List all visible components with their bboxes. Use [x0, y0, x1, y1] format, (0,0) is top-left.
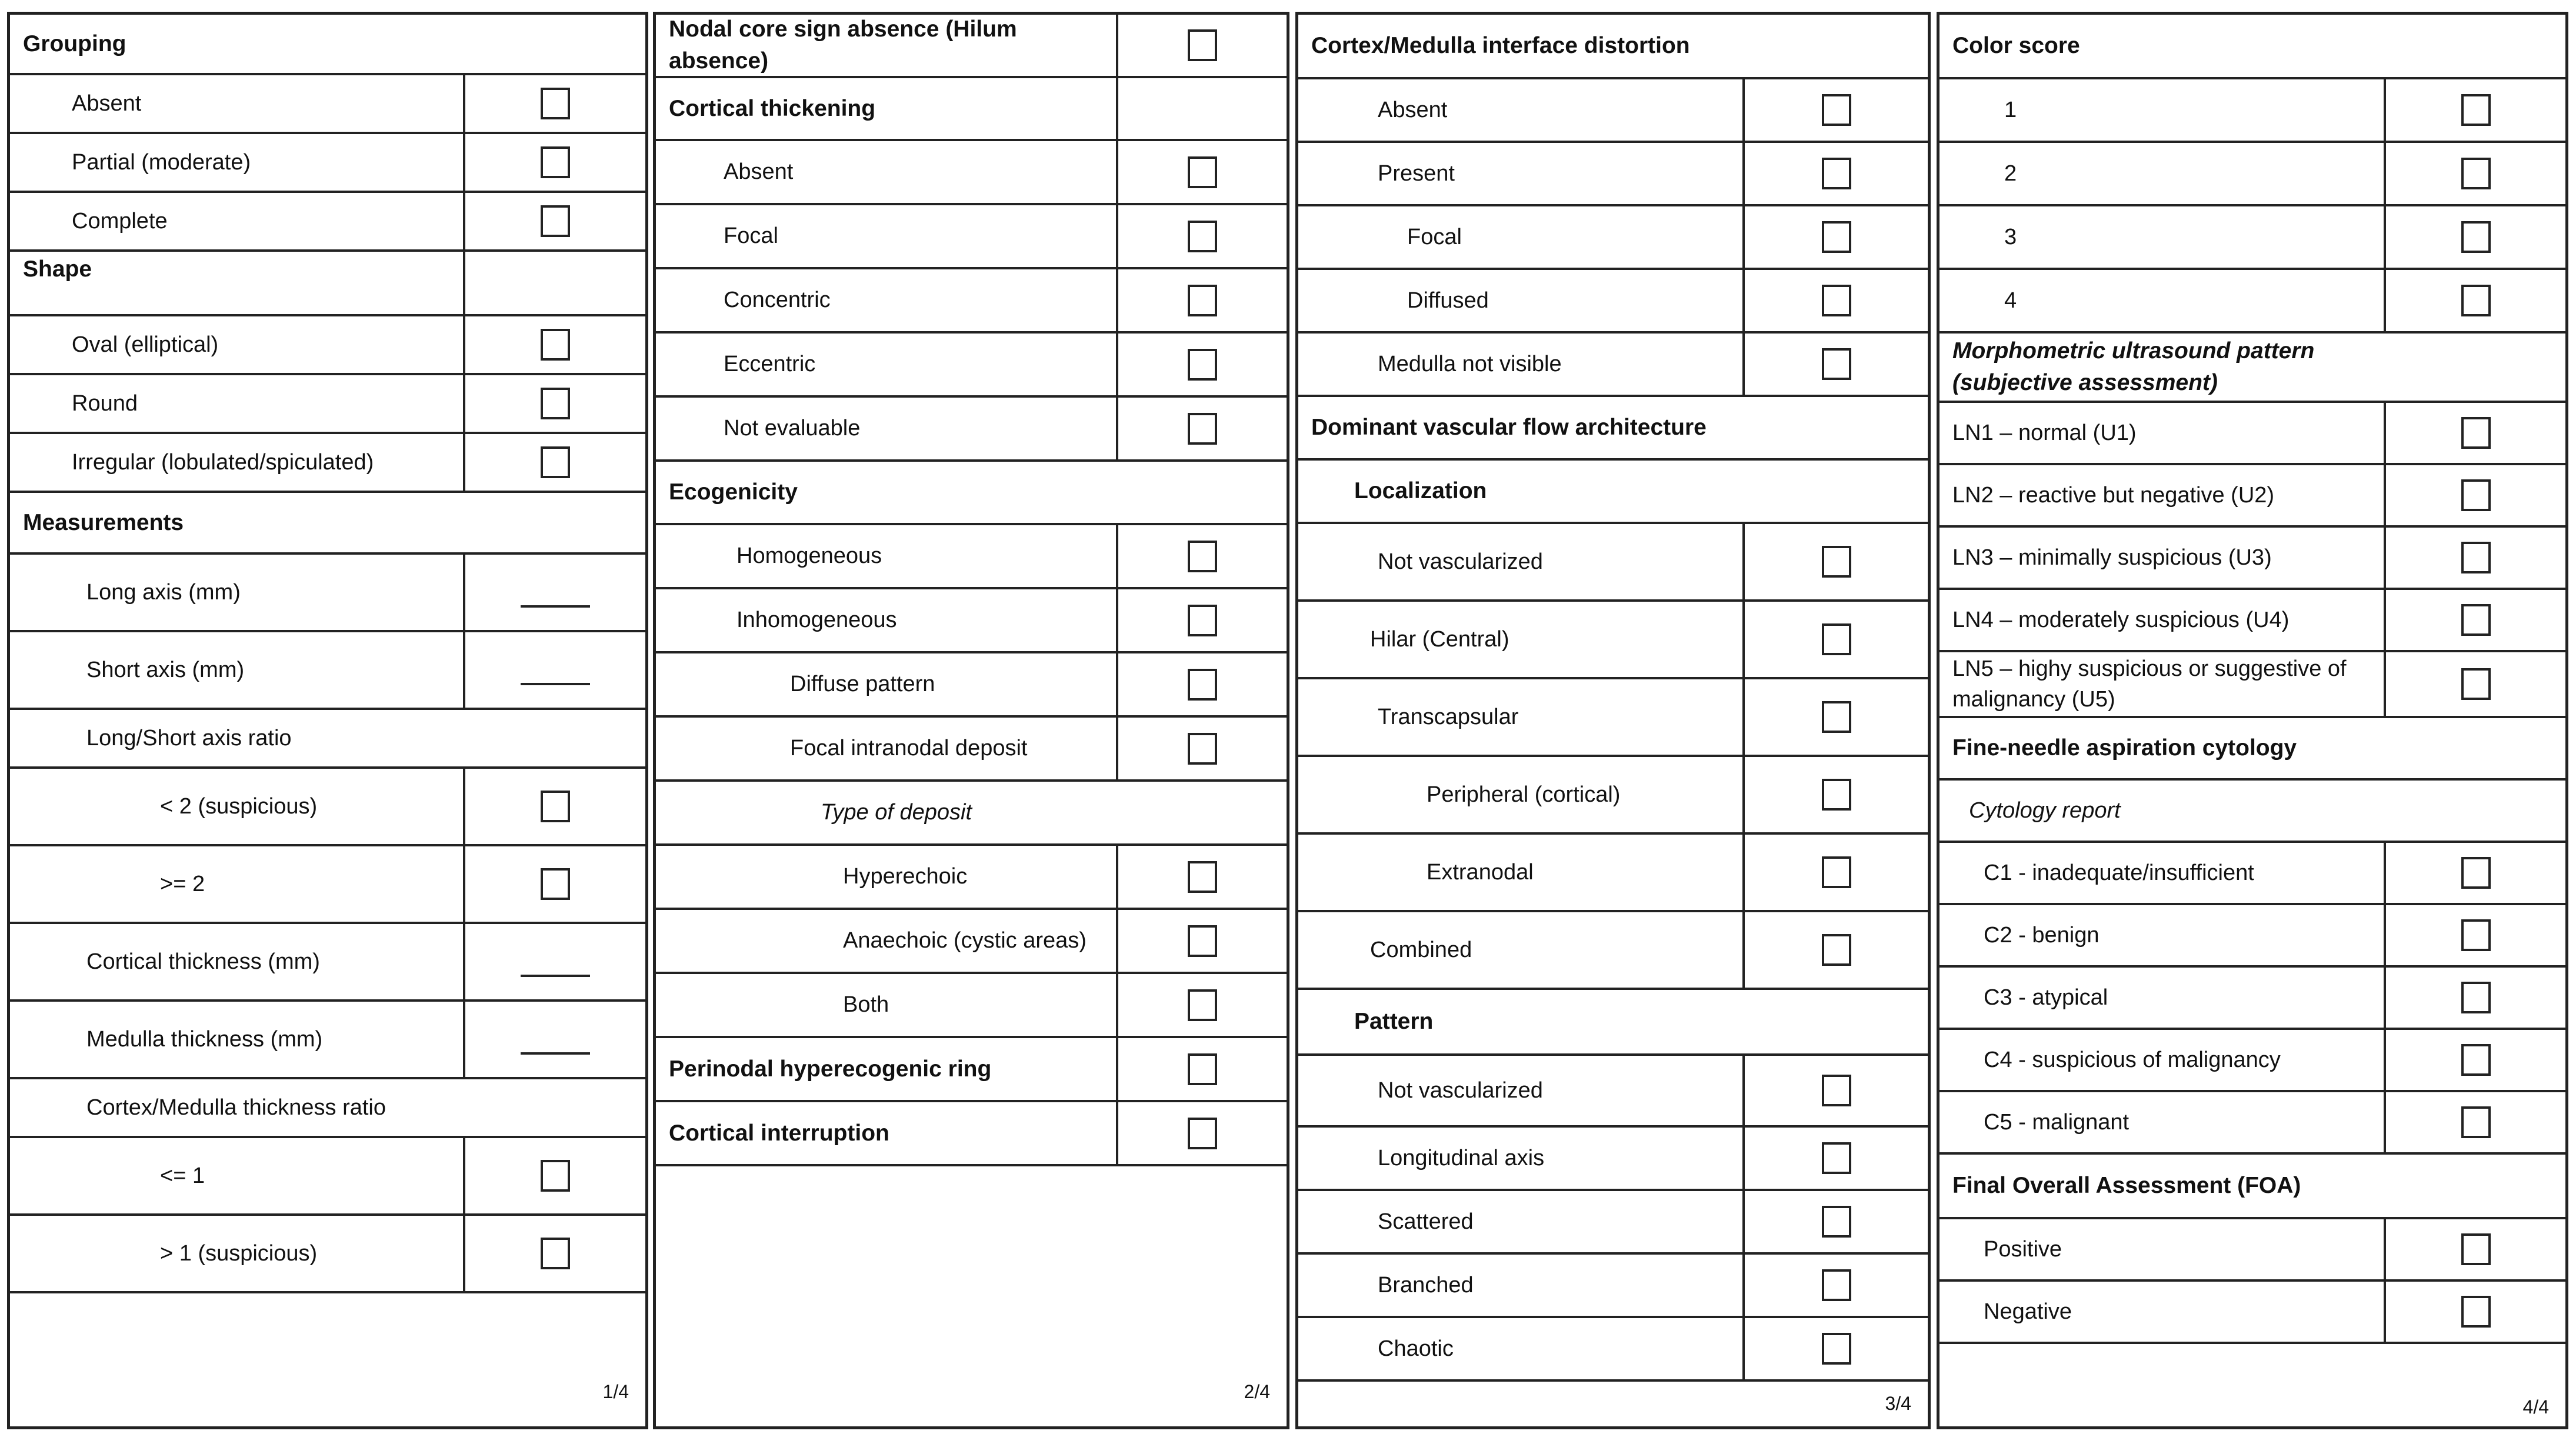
localization-header-row [1298, 461, 1928, 524]
cmd-present-row [1298, 143, 1928, 206]
eco-inhomogeneous-label: Inhomogeneous [737, 608, 897, 632]
eco-focal-deposit-label: Focal intranodal deposit [790, 736, 1028, 761]
perinodal-checkbox[interactable] [1188, 1053, 1217, 1085]
ln5-checkbox[interactable] [2461, 668, 2491, 700]
c5-label: C5 - malignant [1984, 1109, 2130, 1135]
measurements-heading: Measurements [23, 509, 184, 535]
ratio-ge2-row [10, 846, 645, 924]
loc-not-vascularized-row [1298, 524, 1928, 602]
ln4-row [1940, 590, 2565, 652]
c1-label: C1 - inadequate/insufficient [1984, 860, 2254, 885]
ecogenicity-heading: Ecogenicity [669, 479, 798, 505]
loc-not-vascularized-label: Not vascularized [1378, 549, 1543, 574]
ct-absent-checkbox[interactable] [1188, 156, 1217, 188]
cortical-thickening-heading: Cortical thickening [669, 95, 876, 121]
foa-negative-checkbox[interactable] [2461, 1296, 2491, 1328]
cm-ratio-label: Cortex/Medulla thickness ratio [86, 1095, 386, 1120]
nodal-core-checkbox[interactable] [1188, 29, 1217, 61]
eco-hyperechoic-checkbox[interactable] [1188, 861, 1217, 893]
loc-hilar-row [1298, 602, 1928, 679]
cmd-present-label: Present [1378, 161, 1455, 186]
shape-irregular-row [10, 434, 645, 493]
ln1-checkbox[interactable] [2461, 417, 2491, 449]
ct-absent-label: Absent [724, 159, 794, 184]
page-number: 1/4 [602, 1381, 629, 1402]
cmd-absent-row [1298, 79, 1928, 143]
loc-peripheral-row [1298, 757, 1928, 835]
ct-focal-row [656, 205, 1287, 269]
cmd-focal-label: Focal [1407, 224, 1462, 249]
cm-ratio-row [10, 1079, 645, 1138]
grouping-complete-row [10, 193, 645, 252]
fnac-header-row [1940, 718, 2565, 781]
c2-label: C2 - benign [1984, 922, 2100, 948]
eco-both-label: Both [843, 992, 889, 1017]
c4-checkbox[interactable] [2461, 1044, 2491, 1076]
eco-both-row [656, 974, 1287, 1038]
grouping-complete-checkbox[interactable] [541, 205, 570, 237]
page-number: 2/4 [1244, 1381, 1270, 1402]
pat-longitudinal-label: Longitudinal axis [1378, 1145, 1545, 1170]
ratio-lt2-checkbox[interactable] [541, 791, 570, 822]
cs-2-row [1940, 143, 2565, 206]
grouping-complete-label: Complete [72, 208, 168, 234]
loc-extranodal-checkbox[interactable] [1822, 856, 1851, 888]
eco-homogeneous-checkbox[interactable] [1188, 541, 1217, 572]
form-page-2 [653, 12, 1289, 1429]
cs-4-row [1940, 270, 2565, 334]
cm-le1-checkbox[interactable] [541, 1160, 570, 1192]
grouping-heading: Grouping [23, 31, 126, 56]
c4-row [1940, 1030, 2565, 1092]
loc-extranodal-row [1298, 835, 1928, 912]
c3-label: C3 - atypical [1984, 985, 2108, 1010]
ct-eccentric-checkbox[interactable] [1188, 349, 1217, 381]
form-page-4 [1937, 12, 2568, 1429]
loc-combined-row [1298, 912, 1928, 990]
cs-3-checkbox[interactable] [2461, 221, 2491, 253]
form-page-3 [1295, 12, 1931, 1429]
pat-scattered-checkbox[interactable] [1822, 1206, 1851, 1238]
loc-peripheral-label: Peripheral (cortical) [1427, 782, 1621, 807]
cs-4-label: 4 [2004, 288, 2017, 313]
page-number: 3/4 [1885, 1393, 1911, 1414]
cmd-focal-checkbox[interactable] [1822, 221, 1851, 253]
cm-gt1-checkbox[interactable] [541, 1238, 570, 1269]
ct-focal-checkbox[interactable] [1188, 221, 1217, 252]
c1-row [1940, 843, 2565, 905]
ct-not-evaluable-checkbox[interactable] [1188, 413, 1217, 445]
page-number: 4/4 [2522, 1396, 2549, 1418]
cortical-thickness-label: Cortical thickness (mm) [86, 949, 320, 974]
shape-header-row [10, 252, 645, 316]
cytology-report-label: Cytology report [1969, 798, 2121, 823]
cmd-diffused-row [1298, 270, 1928, 334]
loc-transcapsular-checkbox[interactable] [1822, 701, 1851, 733]
shape-oval-row [10, 316, 645, 375]
pat-longitudinal-row [1298, 1128, 1928, 1191]
pat-chaotic-checkbox[interactable] [1822, 1333, 1851, 1365]
type-of-deposit-label: Type of deposit [821, 800, 972, 825]
short-axis-input[interactable] [521, 683, 590, 685]
ln3-row [1940, 528, 2565, 590]
cmd-absent-label: Absent [1378, 97, 1448, 122]
axis-ratio-label: Long/Short axis ratio [86, 725, 292, 751]
pat-not-vascularized-row [1298, 1056, 1928, 1128]
eco-anaechoic-label: Anaechoic (cystic areas) [843, 928, 1087, 953]
ln1-row [1940, 403, 2565, 465]
eco-both-checkbox[interactable] [1188, 989, 1217, 1021]
loc-combined-checkbox[interactable] [1822, 934, 1851, 966]
nodal-core-row [656, 15, 1287, 78]
cm-gt1-label: > 1 (suspicious) [160, 1240, 318, 1266]
cs-4-checkbox[interactable] [2461, 285, 2491, 316]
form-page-1 [7, 12, 648, 1429]
loc-extranodal-label: Extranodal [1427, 859, 1534, 885]
shape-heading: Shape [23, 256, 92, 282]
grouping-partial-label: Partial (moderate) [72, 149, 251, 175]
cmd-present-checkbox[interactable] [1822, 158, 1851, 189]
axis-ratio-row [10, 710, 645, 769]
cmd-medulla-row [1298, 334, 1928, 397]
cmd-diffused-checkbox[interactable] [1822, 285, 1851, 316]
shape-oval-checkbox[interactable] [541, 329, 570, 361]
cortical-thickness-row [10, 924, 645, 1002]
cortical-interruption-label: Cortical interruption [669, 1120, 889, 1146]
c4-label: C4 - suspicious of malignancy [1984, 1047, 2281, 1072]
ct-concentric-checkbox[interactable] [1188, 285, 1217, 316]
cm-distortion-heading: Cortex/Medulla interface distortion [1311, 33, 1690, 58]
shape-oval-label: Oval (elliptical) [72, 332, 219, 357]
ct-not-evaluable-row [656, 398, 1287, 462]
shape-round-checkbox[interactable] [541, 388, 570, 419]
grouping-absent-label: Absent [72, 91, 142, 116]
ln2-checkbox[interactable] [2461, 479, 2491, 511]
long-axis-input[interactable] [521, 605, 590, 608]
cm-distortion-header-row [1298, 15, 1928, 79]
pat-chaotic-label: Chaotic [1378, 1336, 1454, 1361]
cmd-medulla-label: Medulla not visible [1378, 351, 1562, 376]
ct-eccentric-label: Eccentric [724, 352, 816, 376]
pattern-header-row [1298, 990, 1928, 1056]
loc-transcapsular-row [1298, 679, 1928, 757]
loc-peripheral-checkbox[interactable] [1822, 779, 1851, 811]
foa-negative-row [1940, 1282, 2565, 1344]
foa-positive-checkbox[interactable] [2461, 1233, 2491, 1265]
pat-branched-row [1298, 1255, 1928, 1318]
ln3-label: LN3 – minimally suspicious (U3) [1952, 545, 2272, 570]
eco-homogeneous-label: Homogeneous [737, 543, 882, 568]
eco-focal-deposit-checkbox[interactable] [1188, 733, 1217, 765]
eco-anaechoic-checkbox[interactable] [1188, 925, 1217, 957]
localization-heading: Localization [1354, 478, 1487, 503]
cortical-interruption-checkbox[interactable] [1188, 1118, 1217, 1149]
grouping-partial-row [10, 134, 645, 193]
color-score-heading: Color score [1952, 33, 2080, 58]
c3-checkbox[interactable] [2461, 982, 2491, 1013]
shape-round-label: Round [72, 391, 138, 416]
perinodal-row [656, 1038, 1287, 1102]
foa-positive-label: Positive [1984, 1236, 2062, 1262]
medulla-thickness-label: Medulla thickness (mm) [86, 1026, 323, 1052]
c2-row [1940, 905, 2565, 968]
eco-anaechoic-row [656, 910, 1287, 974]
cm-gt1-row [10, 1216, 645, 1293]
perinodal-label: Perinodal hyperecogenic ring [669, 1056, 992, 1082]
long-axis-label: Long axis (mm) [86, 579, 241, 605]
pat-chaotic-row [1298, 1318, 1928, 1382]
c3-row [1940, 968, 2565, 1030]
long-axis-row [10, 555, 645, 632]
eco-hyperechoic-label: Hyperechoic [843, 864, 968, 889]
type-of-deposit-row [656, 782, 1287, 846]
pat-not-vascularized-checkbox[interactable] [1822, 1075, 1851, 1106]
ln4-label: LN4 – moderately suspicious (U4) [1952, 607, 2290, 632]
c1-checkbox[interactable] [2461, 857, 2491, 889]
ecogenicity-header-row [656, 462, 1287, 525]
foa-negative-label: Negative [1984, 1299, 2072, 1324]
cs-2-checkbox[interactable] [2461, 158, 2491, 189]
ln4-checkbox[interactable] [2461, 604, 2491, 636]
cmd-absent-checkbox[interactable] [1822, 94, 1851, 126]
short-axis-label: Short axis (mm) [86, 657, 245, 682]
grouping-header-row [10, 15, 645, 75]
cs-3-label: 3 [2004, 224, 2017, 249]
cytology-report-row [1940, 781, 2565, 843]
shape-round-row [10, 375, 645, 434]
ln1-label: LN1 – normal (U1) [1952, 420, 2137, 445]
grouping-absent-checkbox[interactable] [541, 88, 570, 119]
cs-2-label: 2 [2004, 161, 2017, 186]
ln3-checkbox[interactable] [2461, 542, 2491, 573]
shape-irregular-checkbox[interactable] [541, 446, 570, 478]
eco-inhomogeneous-row [656, 589, 1287, 653]
loc-transcapsular-label: Transcapsular [1378, 704, 1519, 729]
loc-hilar-checkbox[interactable] [1822, 623, 1851, 655]
loc-hilar-label: Hilar (Central) [1370, 626, 1509, 652]
ct-focal-label: Focal [724, 224, 778, 248]
pat-scattered-row [1298, 1191, 1928, 1255]
cortical-interruption-row [656, 1102, 1287, 1166]
eco-diffuse-checkbox[interactable] [1188, 669, 1217, 701]
pattern-heading: Pattern [1354, 1009, 1434, 1034]
ratio-lt2-label: < 2 (suspicious) [160, 793, 318, 819]
cortical-thickening-header-row [656, 78, 1287, 141]
c2-checkbox[interactable] [2461, 919, 2491, 951]
measurements-header-row [10, 493, 645, 555]
grouping-absent-row [10, 75, 645, 134]
fnac-heading: Fine-needle aspiration cytology [1952, 735, 2297, 761]
ct-not-evaluable-label: Not evaluable [724, 416, 861, 441]
pat-not-vascularized-label: Not vascularized [1378, 1078, 1543, 1103]
cm-le1-row [10, 1138, 645, 1216]
cs-1-row [1940, 79, 2565, 143]
ct-eccentric-row [656, 334, 1287, 398]
eco-diffuse-row [656, 653, 1287, 718]
shape-irregular-label: Irregular (lobulated/spiculated) [72, 449, 374, 475]
cm-le1-label: <= 1 [160, 1163, 205, 1188]
ct-concentric-row [656, 269, 1287, 334]
pat-branched-label: Branched [1378, 1272, 1474, 1298]
ratio-lt2-row [10, 769, 645, 846]
grouping-partial-checkbox[interactable] [541, 146, 570, 178]
ratio-ge2-label: >= 2 [160, 871, 205, 896]
morpho-header-row [1940, 334, 2565, 403]
loc-not-vascularized-checkbox[interactable] [1822, 546, 1851, 578]
loc-combined-label: Combined [1370, 937, 1472, 962]
foa-header-row [1940, 1155, 2565, 1219]
nodal-core-label: Nodal core sign absence (Hilum absence) [669, 16, 1017, 74]
color-score-header-row [1940, 15, 2565, 79]
foa-positive-row [1940, 1219, 2565, 1282]
eco-diffuse-label: Diffuse pattern [790, 672, 935, 696]
eco-homogeneous-row [656, 525, 1287, 589]
pat-scattered-label: Scattered [1378, 1209, 1474, 1234]
cs-3-row [1940, 206, 2565, 270]
eco-inhomogeneous-checkbox[interactable] [1188, 605, 1217, 636]
ln2-row [1940, 465, 2565, 528]
cs-1-label: 1 [2004, 97, 2017, 122]
c5-row [1940, 1092, 2565, 1155]
pat-longitudinal-checkbox[interactable] [1822, 1142, 1851, 1174]
vascular-heading: Dominant vascular flow architecture [1311, 415, 1707, 440]
medulla-thickness-row [10, 1002, 645, 1079]
ln5-row [1940, 652, 2565, 718]
ct-absent-row [656, 141, 1287, 205]
cortical-thickness-input[interactable] [521, 975, 590, 977]
eco-focal-deposit-row [656, 718, 1287, 782]
cmd-focal-row [1298, 206, 1928, 270]
cmd-medulla-checkbox[interactable] [1822, 348, 1851, 380]
foa-heading: Final Overall Assessment (FOA) [1952, 1173, 2301, 1198]
ln2-label: LN2 – reactive but negative (U2) [1952, 482, 2275, 508]
short-axis-row [10, 632, 645, 710]
c5-checkbox[interactable] [2461, 1106, 2491, 1138]
cmd-diffused-label: Diffused [1407, 288, 1489, 313]
ct-concentric-label: Concentric [724, 288, 831, 312]
medulla-thickness-input[interactable] [521, 1052, 590, 1055]
cs-1-checkbox[interactable] [2461, 94, 2491, 126]
pat-branched-checkbox[interactable] [1822, 1269, 1851, 1301]
vascular-header-row [1298, 397, 1928, 461]
eco-hyperechoic-row [656, 846, 1287, 910]
ln5-label: LN5 – highy suspicious or suggestive of malignancy (U5) [1952, 656, 2347, 712]
ratio-ge2-checkbox[interactable] [541, 868, 570, 900]
morpho-heading: Morphometric ultrasound pattern (subjective assessment) [1952, 338, 2315, 395]
